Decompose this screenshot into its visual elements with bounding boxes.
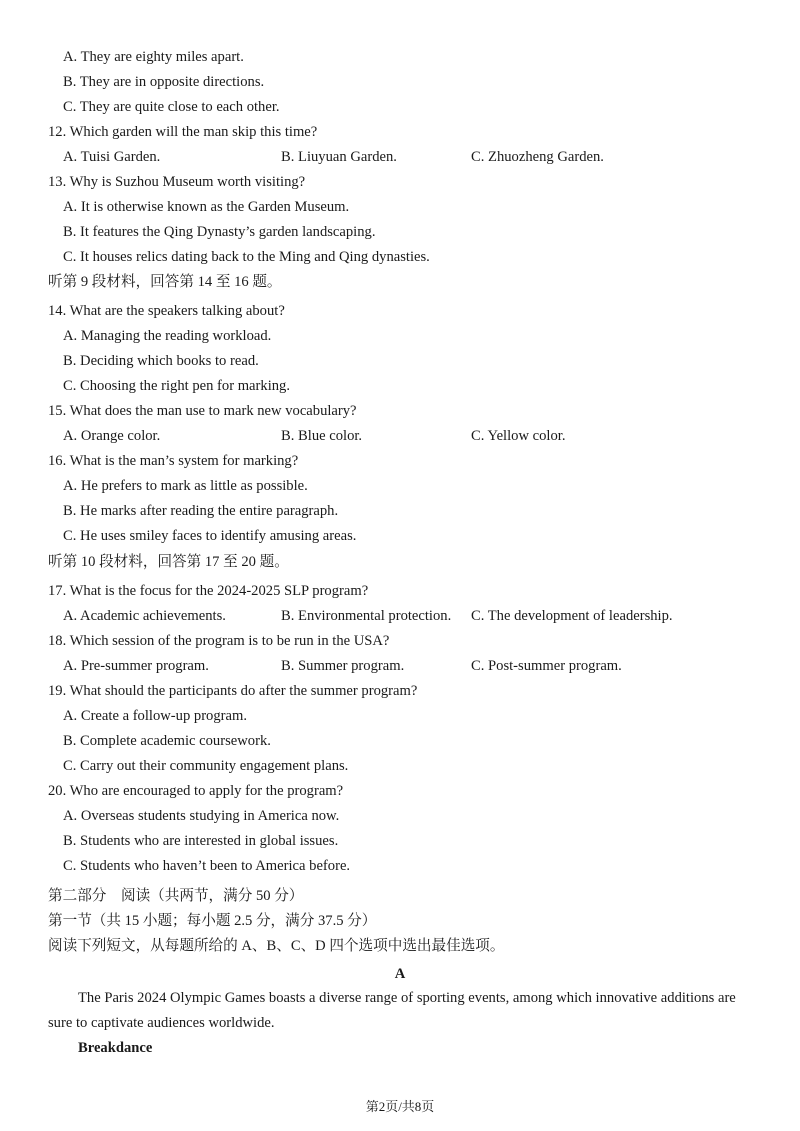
q16-question: 16. What is the man’s system for marking? bbox=[48, 453, 299, 469]
q11-option-b: B. They are in opposite directions. bbox=[63, 74, 265, 90]
q18-option-c: C. Post-summer program. bbox=[471, 658, 622, 674]
q15-option-b: B. Blue color. bbox=[281, 428, 363, 444]
q15-options-row bbox=[0, 424, 800, 449]
q12-option-c: C. Zhuozheng Garden. bbox=[471, 149, 604, 165]
q17-options-row bbox=[0, 604, 800, 629]
q20-option-c: C. Students who haven’t been to America before. bbox=[63, 858, 351, 874]
q14-option-b-row bbox=[0, 349, 800, 374]
q12-row bbox=[0, 120, 800, 145]
q18-row bbox=[0, 629, 800, 654]
q19-option-b-row bbox=[0, 729, 800, 754]
q12-options-row bbox=[0, 145, 800, 170]
q16-option-c: C. He uses smiley faces to identify amusing areas. bbox=[63, 528, 357, 544]
q20-row bbox=[0, 779, 800, 804]
material-9-row bbox=[0, 270, 800, 295]
q12-option-a: A. Tuisi Garden. bbox=[63, 149, 161, 165]
section1-title-row bbox=[0, 909, 800, 934]
q11-option-c-row bbox=[0, 95, 800, 120]
q17-question: 17. What is the focus for the 2024-2025 SLP program? bbox=[48, 583, 369, 599]
subheading-row bbox=[0, 1036, 800, 1061]
q14-option-a: A. Managing the reading workload. bbox=[63, 328, 272, 344]
q15-question: 15. What does the man use to mark new vocabulary? bbox=[48, 403, 357, 419]
part2-title: 第二部分 阅读（共两节，满分 50 分） bbox=[48, 888, 304, 904]
q20-option-b-row bbox=[0, 829, 800, 854]
material-10-row bbox=[0, 550, 800, 575]
material-10-instruction: 听第 10 段材料，回答第 17 至 20 题。 bbox=[48, 554, 289, 570]
q11-option-b-row bbox=[0, 70, 800, 95]
passage-paragraph: The Paris 2024 Olympic Games boasts a diverse range of sporting events, among which innovative additions are sure to captivate audiences worldwide. bbox=[48, 990, 736, 1031]
q18-question: 18. Which session of the program is to be run in the USA? bbox=[48, 633, 390, 649]
q12-question: 12. Which garden will the man skip this time? bbox=[48, 124, 318, 140]
q13-option-b: B. It features the Qing Dynasty’s garden landscaping. bbox=[63, 224, 376, 240]
q13-option-c: C. It houses relics dating back to the Ming and Qing dynasties. bbox=[63, 249, 430, 265]
page-footer: 第2页/共8页 bbox=[365, 1099, 435, 1114]
part2-title-row bbox=[0, 884, 800, 909]
q19-option-a-row bbox=[0, 704, 800, 729]
q20-option-c-row bbox=[0, 854, 800, 879]
q20-option-a: A. Overseas students studying in America now. bbox=[63, 808, 340, 824]
instructions-row bbox=[0, 934, 800, 959]
q20-option-a-row bbox=[0, 804, 800, 829]
q14-option-b: B. Deciding which books to read. bbox=[63, 353, 259, 369]
q19-row bbox=[0, 679, 800, 704]
q15-option-c: C. Yellow color. bbox=[471, 428, 566, 444]
q14-option-a-row bbox=[0, 324, 800, 349]
q18-option-b: B. Summer program. bbox=[281, 658, 405, 674]
passage-label: A bbox=[394, 966, 406, 982]
q13-option-a: A. It is otherwise known as the Garden Museum. bbox=[63, 199, 350, 215]
q13-option-c-row bbox=[0, 245, 800, 270]
passage-label-row bbox=[0, 962, 800, 987]
q16-option-c-row bbox=[0, 524, 800, 549]
q12-option-b: B. Liuyuan Garden. bbox=[281, 149, 397, 165]
q16-option-b: B. He marks after reading the entire paragraph. bbox=[63, 503, 339, 519]
section1-title: 第一节（共 15 小题；每小题 2.5 分，满分 37.5 分） bbox=[48, 913, 377, 929]
q17-option-a: A. Academic achievements. bbox=[63, 608, 226, 624]
reading-instructions: 阅读下列短文，从每题所给的 A、B、C、D 四个选项中选出最佳选项。 bbox=[48, 938, 505, 954]
q13-option-a-row bbox=[0, 195, 800, 220]
q13-row bbox=[0, 170, 800, 195]
q16-row bbox=[0, 449, 800, 474]
q15-option-a: A. Orange color. bbox=[63, 428, 161, 444]
subheading-breakdance: Breakdance bbox=[78, 1040, 153, 1056]
q16-option-a-row bbox=[0, 474, 800, 499]
q18-option-a: A. Pre-summer program. bbox=[63, 658, 209, 674]
q13-option-b-row bbox=[0, 220, 800, 245]
q19-question: 19. What should the participants do after the summer program? bbox=[48, 683, 418, 699]
q16-option-b-row bbox=[0, 499, 800, 524]
q18-options-row bbox=[0, 654, 800, 679]
q19-option-c: C. Carry out their community engagement plans. bbox=[63, 758, 349, 774]
q17-option-c: C. The development of leadership. bbox=[471, 608, 673, 624]
q14-question: 14. What are the speakers talking about? bbox=[48, 303, 285, 319]
q19-option-c-row bbox=[0, 754, 800, 779]
material-9-instruction: 听第 9 段材料，回答第 14 至 16 题。 bbox=[48, 274, 282, 290]
q14-option-c: C. Choosing the right pen for marking. bbox=[63, 378, 290, 394]
q14-option-c-row bbox=[0, 374, 800, 399]
q11-option-a: A. They are eighty miles apart. bbox=[63, 49, 244, 65]
q17-row bbox=[0, 579, 800, 604]
q15-row bbox=[0, 399, 800, 424]
q14-row bbox=[0, 299, 800, 324]
q20-option-b: B. Students who are interested in global issues. bbox=[63, 833, 339, 849]
q11-option-c: C. They are quite close to each other. bbox=[63, 99, 280, 115]
q13-question: 13. Why is Suzhou Museum worth visiting? bbox=[48, 174, 306, 190]
q11-option-a-row bbox=[0, 45, 800, 70]
q17-option-b: B. Environmental protection. bbox=[281, 608, 452, 624]
q20-question: 20. Who are encouraged to apply for the program? bbox=[48, 783, 344, 799]
q19-option-b: B. Complete academic coursework. bbox=[63, 733, 271, 749]
q16-option-a: A. He prefers to mark as little as possible. bbox=[63, 478, 308, 494]
q19-option-a: A. Create a follow-up program. bbox=[63, 708, 247, 724]
